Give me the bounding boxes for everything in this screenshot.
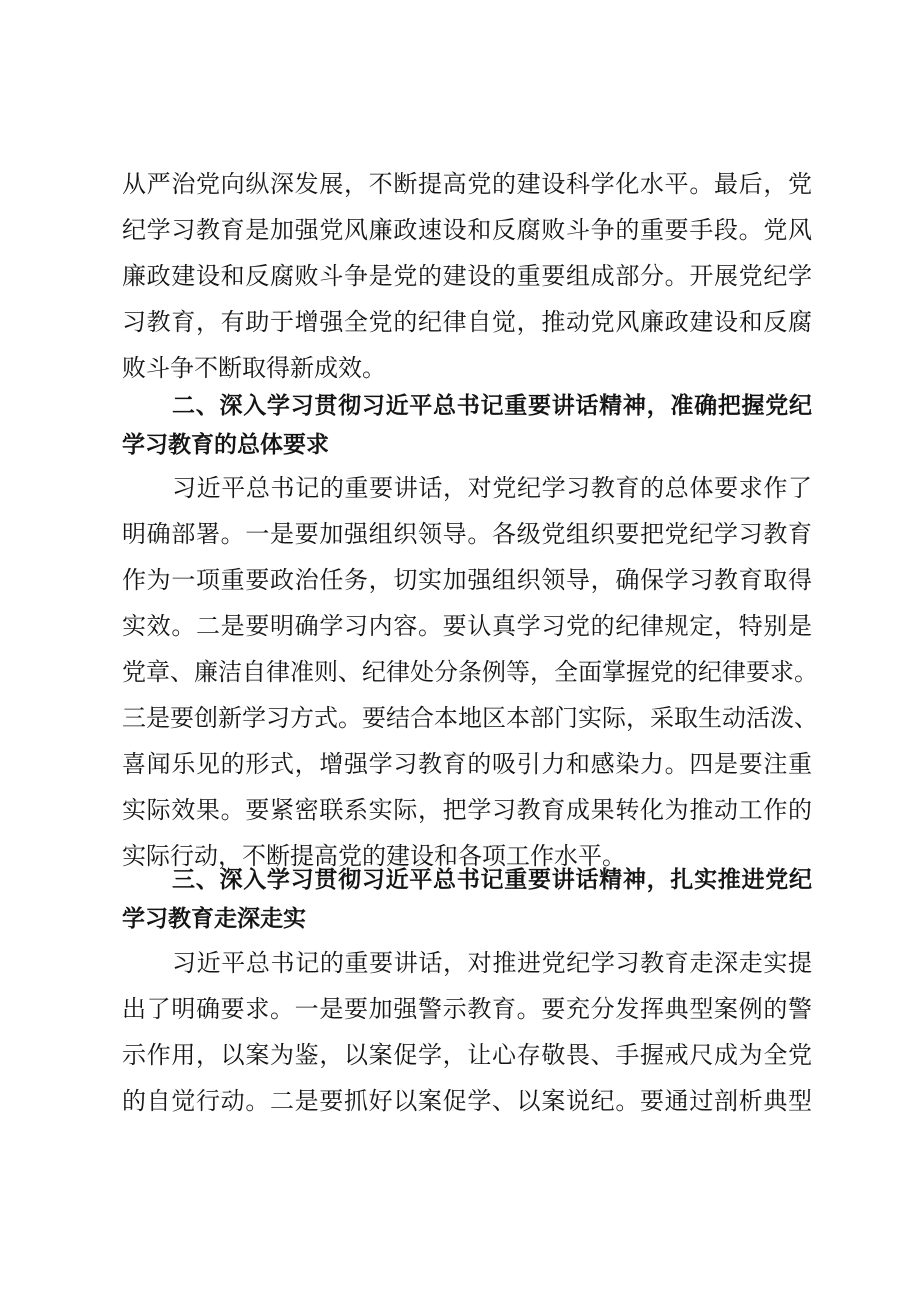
paragraph-line: 实际行动，不断提高党的建设和各项工作水平。: [122, 842, 626, 870]
paragraph-line: 三是要创新学习方式。要结合本地区本部门实际，采取生动活泼、: [122, 704, 818, 732]
paragraph-line: 纪学习教育是加强党风廉政速设和反腐败斗争的重要手段。党风: [122, 216, 812, 244]
paragraph-line: 示作用，以案为鉴，以案促学，让心存敬畏、手握戒尺成为全党: [122, 1041, 812, 1069]
heading-line: 学习教育的总体要求: [122, 432, 329, 458]
paragraph-line: 作为一项重要政治任务，切实加强组织领导，确保学习教育取得: [122, 566, 812, 594]
heading-line: 三、深入学习贯彻习近平总书记重要讲话精神，扎实推进党纪: [172, 867, 812, 893]
paragraph-line: 从严治党向纵深发展，不断提高党的建设科学化水平。最后，党: [122, 170, 812, 198]
paragraph-line: 党章、廉洁自律准则、纪律处分条例等，全面掌握党的纪律要求。: [122, 658, 818, 686]
paragraph-line: 明确部署。一是要加强组织领导。各级党组织要把党纪学习教育: [122, 520, 812, 548]
paragraph-line: 喜闻乐见的形式，增强学习教育的吸引力和感染力。四是要注重: [122, 750, 812, 778]
paragraph-line: 出了明确要求。一是要加强警示教育。要充分发挥典型案例的警: [122, 995, 812, 1023]
heading-line: 学习教育走深走实: [122, 906, 306, 932]
paragraph-line: 实效。二是要明确学习内容。要认真学习党的纪律规定，特别是: [122, 612, 812, 640]
paragraph-line: 习教育，有助于增强全党的纪律自觉，推动党风廉政建设和反腐: [122, 308, 812, 336]
paragraph-line: 习近平总书记的重要讲话，对推进党纪学习教育走深走实提: [172, 949, 812, 977]
paragraph-line: 实际效果。要紧密联系实际，把学习教育成果转化为推动工作的: [122, 796, 812, 824]
paragraph-line: 的自觉行动。二是要抓好以案促学、以案说纪。要通过剖析典型: [122, 1087, 812, 1115]
paragraph-line: 廉政建设和反腐败斗争是党的建设的重要组成部分。开展党纪学: [122, 262, 812, 290]
heading-line: 二、深入学习贯彻习近平总书记重要讲话精神，准确把握党纪: [172, 393, 812, 419]
paragraph-line: 败斗争不断取得新成效。: [122, 354, 386, 382]
paragraph-line: 习近平总书记的重要讲话，对党纪学习教育的总体要求作了: [172, 474, 812, 502]
